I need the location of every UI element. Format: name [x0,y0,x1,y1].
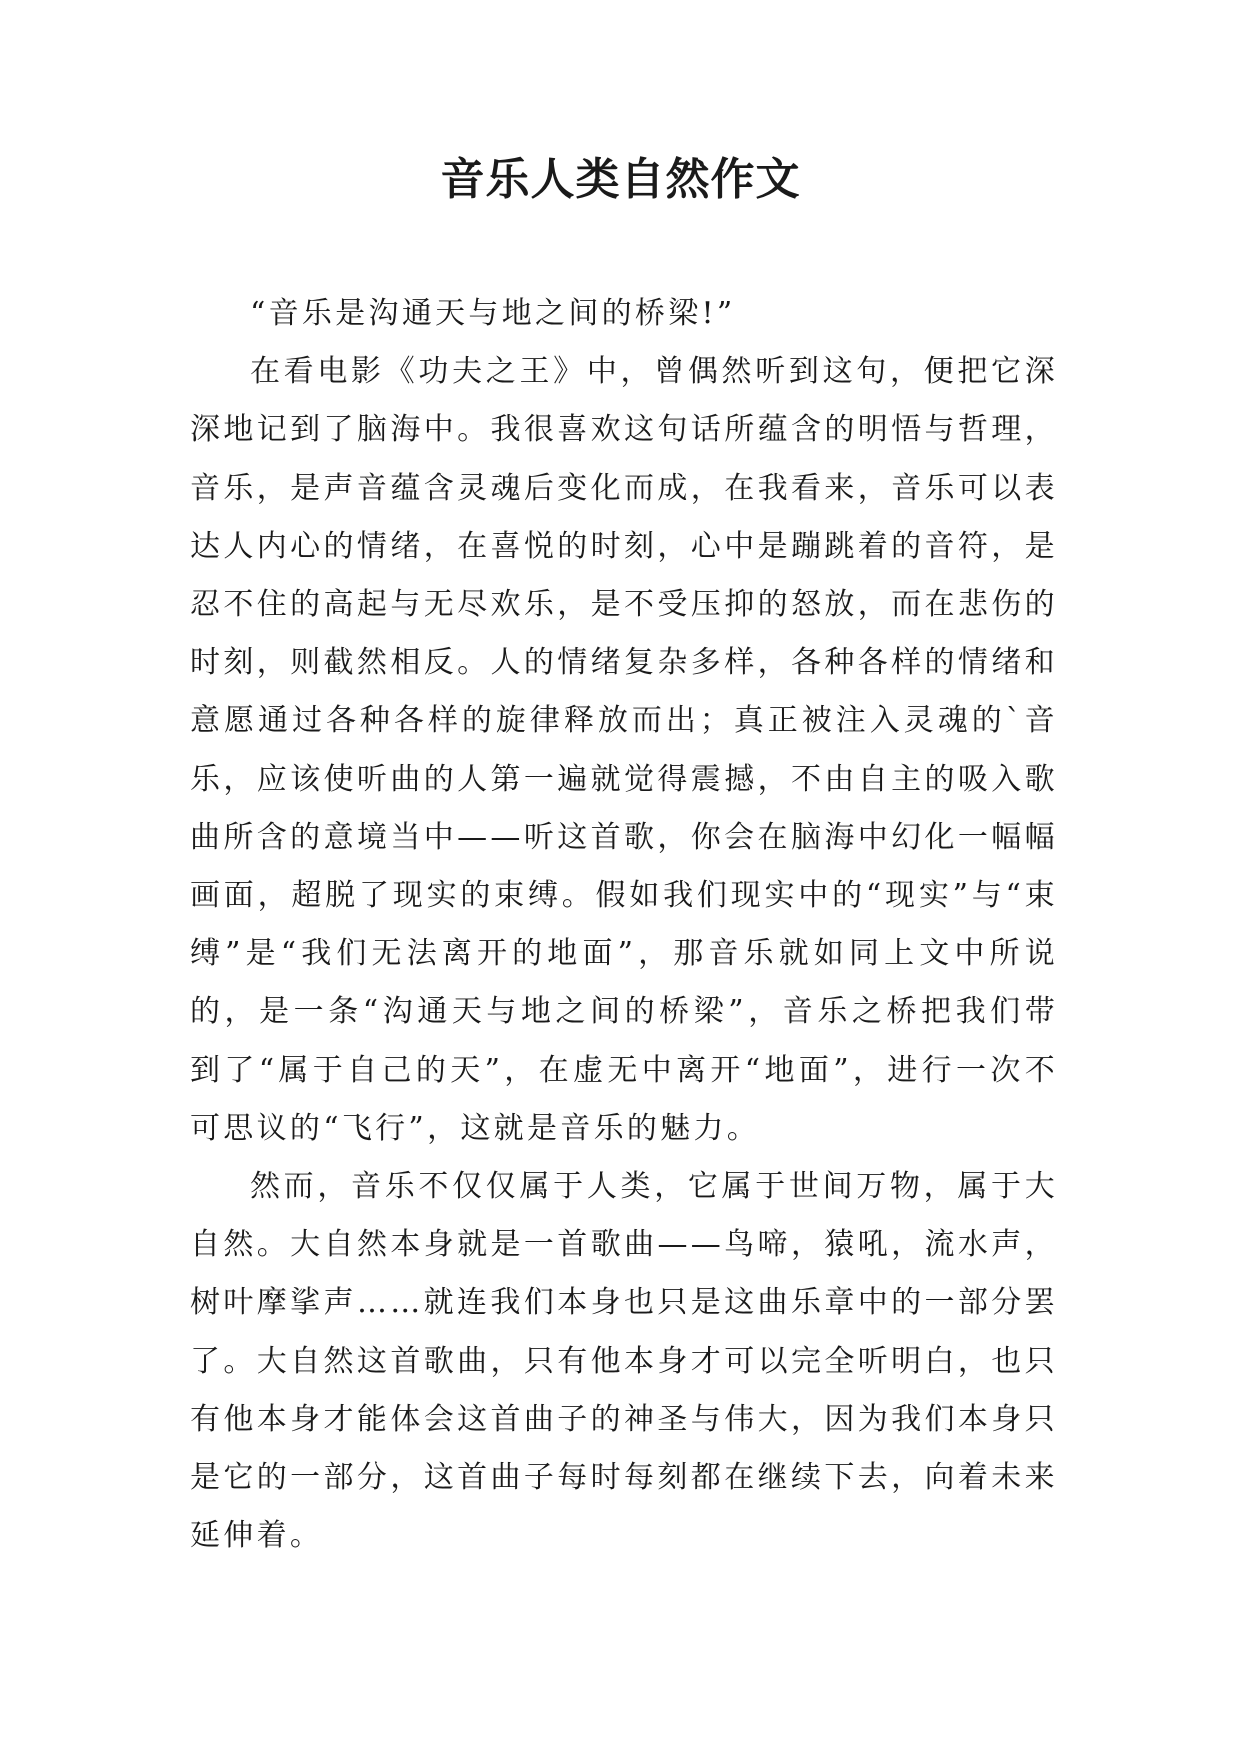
paragraph-quote: “音乐是沟通天与地之间的桥梁!” [250,296,736,331]
document-body [190,285,1058,1565]
document-title: 音乐人类自然作文 [440,154,801,205]
paragraph-nature-song: 然而，音乐不仅仅属于人类，它属于世间万物，属于大自然。大自然本身就是一首歌曲——鸟啼，猿吼，流水声，树叶摩挲声……就连我们本身也只是这曲乐章中的一部分罢了。大自然这首歌曲，只有他本身才可以完全听明白，也只有他本身才能体会这首曲子的神圣与伟大，因为我们本身只是它的一部分，这首曲子每时每刻都在继续下去，向着未来延伸着。 [190,1169,1058,1554]
paragraph-music-bridge: 在看电影《功夫之王》中，曾偶然听到这句，便把它深深地记到了脑海中。我很喜欢这句话所蕴含的明悟与哲理，音乐，是声音蕴含灵魂后变化而成，在我看来，音乐可以表达人内心的情绪，在喜悦的时刻，心中是蹦跳着的音符，是忍不住的高起与无尽欢乐，是不受压抑的怒放，而在悲伤的时刻，则截然相反。人的情绪复杂多样，各种各样的情绪和意愿通过各种各样的旋律释放而出；真正被注入灵魂的`音乐，应该使听曲的人第一遍就觉得震撼，不由自主的吸入歌曲所含的意境当中——听这首歌，你会在脑海中幻化一幅幅画面，超脱了现实的束缚。假如我们现实中的“现实”与“束缚”是“我们无法离开的地面”，那音乐就如同上文中所说的，是一条“沟通天与地之间的桥梁”，音乐之桥把我们带到了“属于自己的天”，在虚无中离开“地面”，进行一次不可思议的“飞行”，这就是音乐的魅力。 [190,354,1058,1146]
